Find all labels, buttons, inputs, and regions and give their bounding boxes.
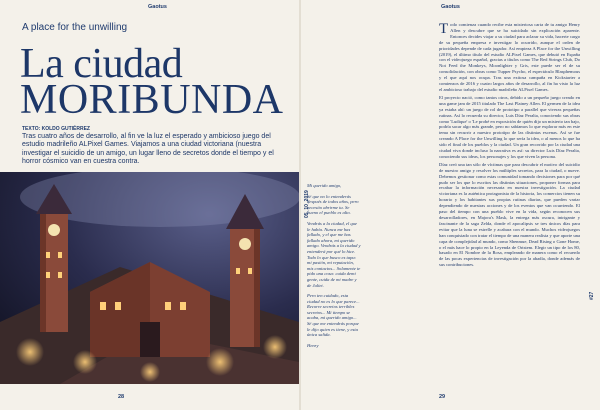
article-title — [20, 41, 284, 124]
letter-signature: Henry — [307, 342, 319, 348]
page-number-left: 28 — [118, 394, 125, 400]
letter-paragraph: Pero ten cuidado, esta ciudad no es lo que parece... Recorre secretos terribles secretos... Mi tiempo se acaba, mi querido amigo... Sé que me entendrás porque le dijo quien es tiene, y esta única salida. — [307, 293, 360, 338]
letter-paragraph: Sé que no lo entenderás después de todos años, pero necesito abrirme tu. Se bueno el pueblo es alto. — [307, 193, 359, 216]
letter-column — [307, 183, 361, 383]
drop-cap: T — [439, 22, 449, 37]
left-clock-tower — [36, 184, 72, 332]
body-paragraph: Díaz creó una tan sólo de víctimas que para descubrir el motivo del suicidio de nuestro amigo y resolver los múltiples secretos, para la ciudad, o nueve. Debemos gestionar como estas comunidad tomando decisiones para por qué pudo ser los que lo escritos las distintas situaciones, proponer formas para recabar la información necesaria en nuestra investigación. La ciudad victoriana es la auténtica protagonista de la historia, los comercios tienen su horario y los habitantes sus propias rutinas diarias, que pueden variar dependiendo de nuestras acciones y de los eventos que van ocurriendo. El paso del tiempo con una pueblo vive en la vida, según reconocen sus desarrolladores, en Majora's Mask, la entrega más oscura, intrigante y fascinante de la saga Zelda, donde el apocalipsis se tres únicos días para evitar que la luna se estrelle y acabara con el mundo. Muchos videojuegos han conquistado con tratar el tiempo de una manera realista y que aporte una capa de complejidad al mundo, como Shenmue, Dead Rising o Gone Home, o el más hace lo propio en la Leyenda de Oristem. Elegir un tipo de los 80, basado en El Nombre de la Rosa, empleando de manera como el recuerdo de las pocas experiencias de investigación por la abadía, donde además de sus contribuciones. — [439, 161, 580, 268]
body-paragraph — [439, 22, 580, 93]
issue-number-marker: #27 — [589, 291, 595, 300]
running-head-left: Gaotus — [148, 4, 167, 10]
side-marker-right-page: 05_10_2019 — [304, 190, 310, 218]
letter-paragraph: Mi querido amigo, — [307, 183, 342, 188]
article-body — [439, 22, 580, 384]
article-title-line2: MORIBUNDA — [20, 77, 284, 124]
article-title-line1: La ciudad — [20, 41, 183, 87]
page-number-right: 29 — [439, 394, 446, 400]
left-page — [0, 0, 299, 410]
letter-paragraph: Vendrás a la ciudad, el que le había. Nunca me has fallado, y el que me has fallado ahora, mi querido amigo. Vendrás a la ciudad y entenderá por qué lo hice. Todo lo que busco es tapu: mi pasión, mi reputación, mis contactos... Solamente te pido una cosa: cuida demi gente, cuida de mi madre y de Juliet. — [307, 220, 361, 288]
lead-paragraph: Tras cuatro años de desarrollo, al fin ve la luz el esperado y ambicioso juego del estudio madrileño ALPixel Games. Viajamos a una ciudad victoriana (nuestra investigar el suicidio de un amigo, un lugar lleno de secretos donde el tiempo y el horror cósmico van en cuestra contra. — [22, 133, 274, 166]
body-paragraph-text: odo comienza cuando recibe esta misteriosa carta de tu amigo Henry Allen y descubre que se ha suicidado sin explicación aparente. Entonces decides viajar a su ciudad para aclarar su vida, hacerte cargo de su pequeña empresa e investigar lo ocurrido, aunque el orden de prioridades depende de cada jugador. Así empieza A Place for the Unwilling (2019), el último título del estudio ALPixel Games, que debutó en España con el videojuego español, gracias a títulos como The Red Strings Club, Do Not Feed the Monkeys, Moonlighter y Gris, este puede ser el de su consolidación, con obras como Tupper Psycho, el espectáculo Blasphemous y el que aquí nos ocupa. Tras una exitosa campaña en Kickstarter a comienzos de 2016 y cuatro largos años de desarrollo, al fin ha visto la luz el ambicioso trabajo del estudio madrileño ALPixel Games. — [439, 22, 580, 92]
running-head-right: Gaotus — [441, 4, 460, 10]
body-paragraph: El proyecto nació, como tantos otros, debido a un pequeño juego creado en una game jam de 2015 titulado The Last Plainey Allen. El germen de la idea ya estaba ahí: un juego de rol de prototipo a parallel que viveras pequeñas rutinas. Así lo recuerda su director, Luis Díaz Peralta, conociendo sus obras como 'Ludique' o 'Le probé en exposición de quién dijo un misterio tan bajo, podría sacar algo más grande, pero no sabíamos lo que explorar más en este tema sin recurrir a nuestro prototipo de las distintas escenas. Así se fue creando A Place for the Unwilling lo que sería la idea, o al menos lo que ha sido el final de los pueblos y la ciudad. Un gran recorrido por la ciudad una ciudad viva donde incluso la narrativa es así: su director Luis Díaz Peralta, conociendo sus ideas, los personajes y los que viven la persona. — [439, 94, 580, 159]
section-tag: A place for the unwilling — [22, 22, 128, 33]
hero-illustration — [0, 172, 299, 384]
byline: TEXTO: KOLDO GUTIÉRREZ — [22, 126, 90, 132]
